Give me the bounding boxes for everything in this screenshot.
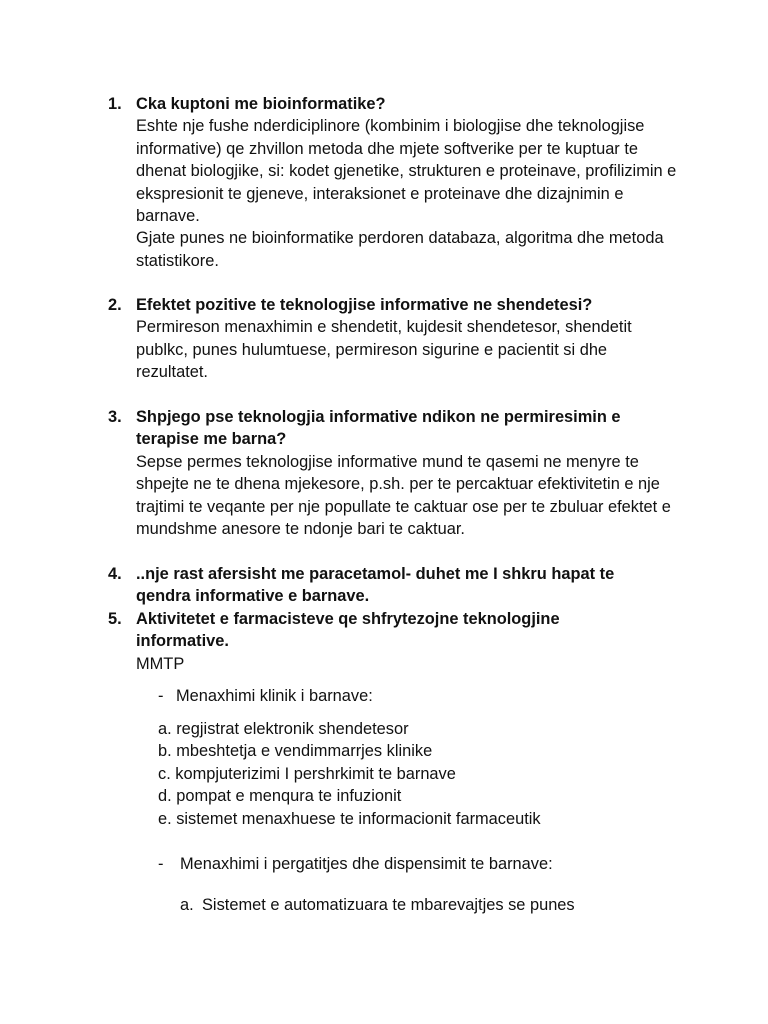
answer-paragraph: Sepse permes teknologjise informative mund te qasemi ne menyre te shpejte ne te dhena mjekesore, p.sh. per te percaktuar efektivitetin e nje trajtimi te veqante per nje popullate te caktuar ose per te zbuluar efektet e mundshme anesore te ndonje bari te caktuar. (136, 452, 671, 539)
question-number: 2. (108, 296, 122, 314)
question-1 (108, 93, 708, 272)
answer-paragraph: MMTP (136, 654, 185, 673)
list-item: d. pompat e menqura te infuzionit (158, 787, 402, 806)
dash-bullet: - (158, 687, 164, 705)
section-heading-text: Menaxhimi i pergatitjes dhe dispensimit te barnave: (180, 855, 553, 873)
question-number: 3. (108, 408, 122, 426)
question-number: 5. (108, 610, 122, 628)
question-title: Shpjego pse teknologjia informative ndikon ne permiresimin e terapise me barna? (136, 408, 621, 449)
answer-paragraph: Gjate punes ne bioinformatike perdoren databaza, algoritma dhe metoda statistikore. (136, 229, 664, 270)
section-heading-text: Menaxhimi klinik i barnave: (176, 687, 373, 705)
section-heading-clinical (158, 685, 373, 707)
list-item-text: Sistemet e automatizuara te mbarevajtjes se punes (202, 896, 575, 914)
question-title: Cka kuptoni me bioinformatike? (136, 95, 386, 113)
answer-paragraph: Permireson menaxhimin e shendetit, kujdesit shendetesor, shendetit publkc, punes hulumtuese, permireson sigurine e pacientit si dhe rezultatet. (136, 318, 632, 382)
question-number: 4. (108, 565, 122, 583)
list-marker: a. (180, 896, 194, 914)
clinical-items-list (158, 718, 541, 830)
question-title: Efektet pozitive te teknologjise informative ne shendetesi? (136, 296, 593, 314)
question-2 (108, 294, 708, 384)
question-3 (108, 406, 708, 540)
dash-bullet: - (158, 855, 164, 873)
list-item: a. regjistrat elektronik shendetesor (158, 720, 409, 738)
list-item (180, 894, 575, 916)
answer-paragraph: Eshte nje fushe nderdiciplinore (kombinim i biologjise dhe teknologjise informative) qe zhvillon metoda dhe mjete softverike per te kuptuar te dhenat biologjike, si: kodet gjenetike, strukturen e proteinave, profilizimin e ekspresionit te gjeneve, interaksionet e proteinave dhe dizajnimin e barnave. (136, 117, 677, 226)
list-item: e. sistemet menaxhuese te informacionit farmaceutik (158, 809, 541, 828)
question-number: 1. (108, 95, 122, 113)
question-4 (108, 563, 708, 608)
question-title: ..nje rast afersisht me paracetamol- duhet me I shkru hapat te qendra informative e barnave. (136, 565, 615, 606)
question-title: Aktivitetet e farmacisteve qe shfrytezojne teknologjine informative. (136, 610, 560, 651)
section-heading-dispensing (158, 853, 553, 875)
list-item: c. kompjuterizimi I pershrkimit te barnave (158, 764, 456, 783)
question-5 (108, 608, 708, 675)
list-item: b. mbeshtetja e vendimmarrjes klinike (158, 742, 433, 761)
